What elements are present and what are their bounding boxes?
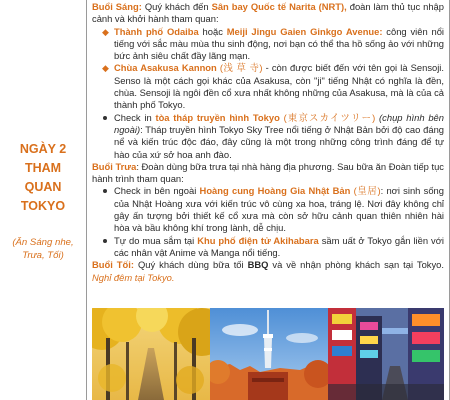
text: và về nhận phòng khách sạn tại Tokyo. bbox=[268, 259, 444, 271]
bullet-dot-icon bbox=[103, 239, 107, 243]
list-item bbox=[92, 112, 444, 161]
text: : Tháp truyền hình Tokyo Sky Tree nổi tiếng ở Nhật Bản bởi độ cao đáng nể và kiến trúc độc đáo, đây cũng là một trong những công trình đáng để tự hào của xứ sở hoa anh đào. bbox=[114, 123, 444, 160]
bullet-dot-icon bbox=[103, 189, 107, 193]
list-item bbox=[92, 62, 444, 111]
noon-label: Buổi Trưa bbox=[92, 160, 137, 172]
note: (chụp hình bên ngoài) bbox=[114, 111, 444, 135]
table-column-divider bbox=[86, 0, 87, 400]
bullet-dot-icon bbox=[103, 116, 107, 120]
noon-paragraph bbox=[92, 161, 444, 186]
text: - còn được biết đến với tên gọi là Sensoji. Senso là một cách gọi khác của Asakusa, còn "ji" tiếng Nhật có nghĩa là đền, chùa. Sensoji là ngôi đền cổ xưa nhất không những của Asakusa, mà là của cả thành phố Tokyo. bbox=[114, 62, 444, 111]
place-name: tòa tháp truyền hình Tokyo bbox=[155, 111, 280, 123]
akihabara-street-image bbox=[328, 308, 444, 400]
morning-list bbox=[92, 26, 444, 161]
text: Quý khách đến bbox=[141, 1, 212, 12]
evening-label: Buổi Tối: bbox=[92, 259, 134, 271]
day-column bbox=[0, 0, 86, 400]
text: đoàn làm thủ tục nhập cảnh và khởi hành tham quan: bbox=[92, 1, 444, 25]
ginkgo-avenue-image bbox=[92, 308, 210, 400]
akihabara-street-photo bbox=[328, 308, 444, 400]
text: Quý khách dùng bữa tối bbox=[134, 259, 248, 271]
place-name: Khu phố điện tử Akihabara bbox=[197, 234, 319, 246]
list-item bbox=[92, 185, 444, 234]
evening-paragraph bbox=[92, 259, 444, 284]
morning-label: Buổi Sáng: bbox=[92, 1, 142, 12]
day-title-line: TOKYO bbox=[20, 199, 66, 213]
meal-name: BBQ bbox=[247, 259, 269, 271]
text: Tự do mua sắm tại bbox=[114, 234, 198, 246]
noon-list bbox=[92, 185, 444, 259]
japanese-name: (浅 草 寺) bbox=[216, 62, 263, 74]
day-title bbox=[0, 140, 86, 216]
photo-strip bbox=[92, 308, 444, 400]
diamond-bullet-icon: ◆ bbox=[102, 63, 109, 74]
day-meals-line: Trưa, Tối) bbox=[22, 249, 64, 261]
list-item bbox=[92, 235, 444, 260]
day-title-line: THAM bbox=[24, 161, 62, 175]
place-name: Thành phố Odaiba bbox=[114, 25, 199, 37]
text: Check in bên ngoài bbox=[114, 185, 200, 197]
text: : Đoàn dùng bữa trưa tại nhà hàng địa phương. Sau bữa ăn Đoàn tiếp tục hành trình tham quan: bbox=[92, 160, 444, 185]
list-item bbox=[92, 26, 444, 63]
tokyo-skytree-photo bbox=[210, 308, 328, 400]
japanese-name: (東京スカイツリー) bbox=[279, 111, 376, 123]
overnight-note: Nghỉ đêm tại Tokyo. bbox=[92, 271, 175, 283]
japanese-name: (皇居) bbox=[350, 185, 381, 197]
place-name: Meiji Jingu Gaien Ginkgo Avenue: bbox=[226, 25, 383, 37]
airport-name: Sân bay Quốc tế Narita (NRT), bbox=[211, 1, 347, 12]
day-title-line: QUAN bbox=[24, 180, 62, 194]
day-title-line: NGÀY 2 bbox=[19, 142, 67, 156]
text: công viên nổi tiếng với sắc màu mùa thu sinh động, nơi bạn có thể tha hồ sống ảo với những bức ảnh siêu chất đầy lãng mạn. bbox=[114, 25, 444, 62]
morning-paragraph bbox=[92, 1, 444, 26]
itinerary-content bbox=[92, 1, 444, 284]
place-name: Chùa Asakusa Kannon bbox=[114, 62, 217, 74]
place-name: Hoàng cung Hoàng Gia Nhật Bản bbox=[199, 185, 351, 197]
text: Check in bbox=[114, 111, 156, 123]
tokyo-skytree-image bbox=[210, 308, 328, 400]
text: sầm uất ở Tokyo gắn liền với các nhân vật Anime và Manga nổi tiếng. bbox=[114, 234, 444, 258]
ginkgo-avenue-photo bbox=[92, 308, 210, 400]
text: hoặc bbox=[198, 25, 227, 37]
day-meals-line: (Ăn Sáng nhe, bbox=[12, 237, 74, 248]
day-meals bbox=[0, 237, 86, 262]
text: : nơi sinh sống của Nhật Hoàng xưa với kiến trúc vô cùng xa hoa, tráng lệ. Nơi đây không chỉ gây ấn tượng bởi thiết kế cổ xưa mà còn sở hữu cảnh quan thiên nhiên hài hòa và bầu không khí trong lành, dễ chịu. bbox=[114, 185, 444, 234]
diamond-bullet-icon: ◆ bbox=[102, 26, 109, 37]
